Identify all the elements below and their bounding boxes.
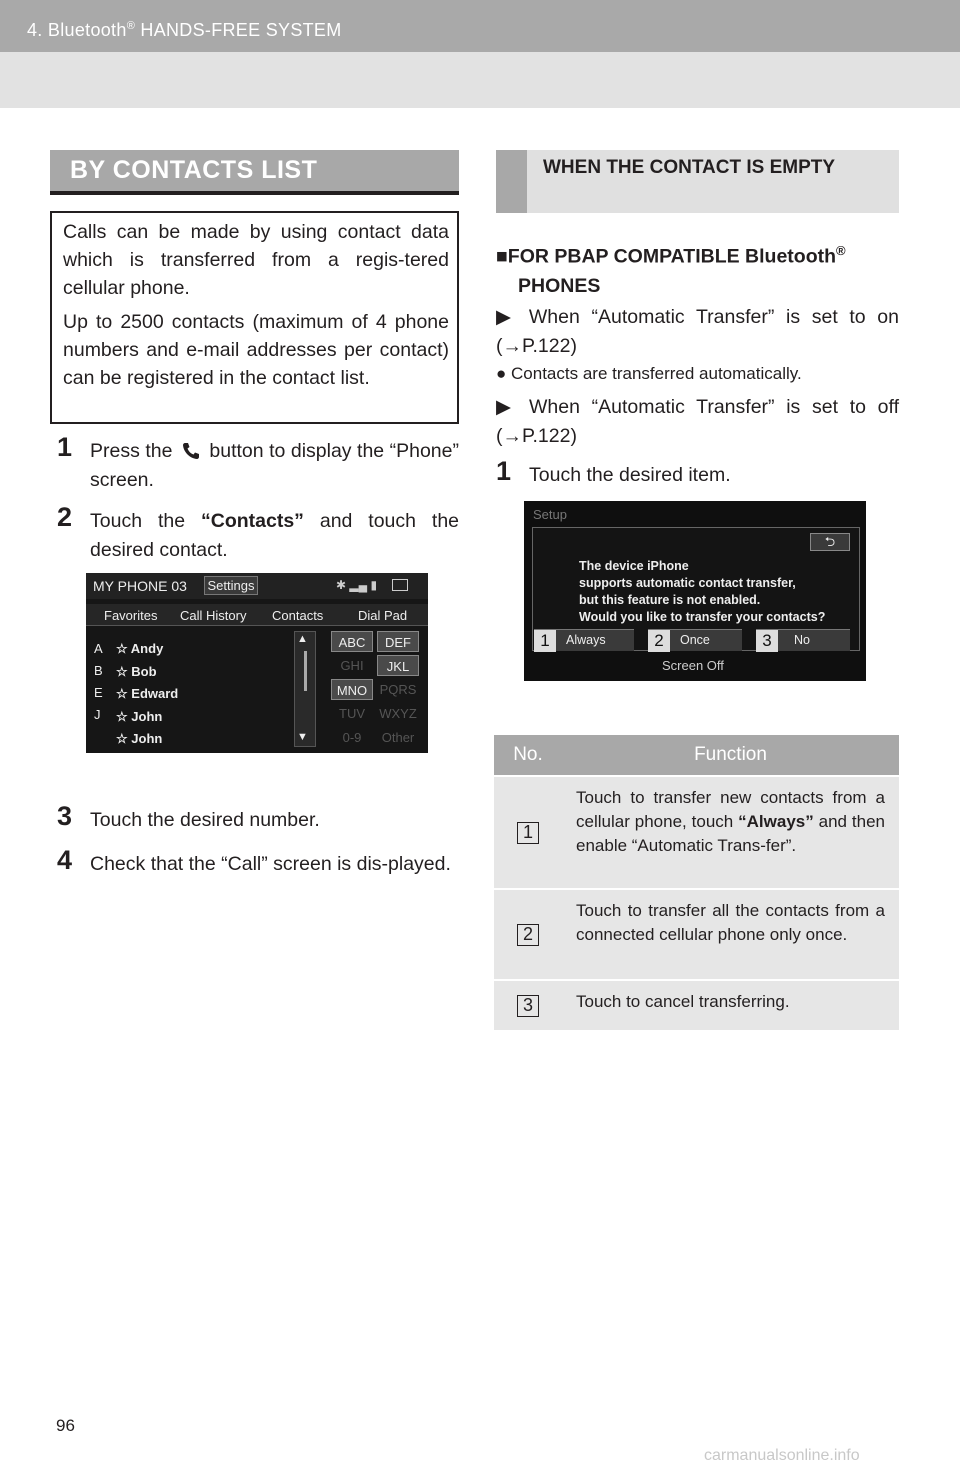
key-abc[interactable]: ABC: [331, 631, 373, 652]
key-0-9: 0-9: [342, 730, 362, 745]
section-title-contacts-list: BY CONTACTS LIST: [50, 150, 459, 195]
scroll-up-icon[interactable]: ▲: [297, 633, 308, 645]
step-4: 4 Check that the “Call” screen is dis-played.: [57, 845, 451, 875]
list-item[interactable]: ☆ Andy: [116, 641, 164, 656]
setup-screen-image: [524, 501, 866, 681]
number-box: 1: [517, 822, 539, 844]
settings-button[interactable]: Settings: [204, 576, 258, 595]
bullet-note: ● Contacts are transferred automatically.: [496, 364, 802, 383]
no-button[interactable]: 3 No: [756, 629, 850, 651]
key-other: Other: [381, 730, 415, 745]
key-jkl[interactable]: JKL: [377, 655, 419, 676]
key-pqrs: PQRS: [379, 682, 417, 697]
contact-list: [116, 638, 178, 751]
phone-name: MY PHONE 03: [93, 578, 187, 594]
step-3: 3 Touch the desired number.: [57, 801, 320, 831]
key-wxyz: WXYZ: [379, 706, 417, 721]
setup-message: The device iPhone supports automatic contact transfer, but this feature is not enabled. Would you like to transfer your contacts?: [579, 559, 826, 624]
intro-box: [50, 211, 459, 424]
square-bullet-icon: ■: [496, 245, 508, 268]
intro-paragraph-1: Calls can be made by using contact data which is transferred from a regis-tered cellular phone.: [63, 221, 449, 299]
condition-off: ▶ When “Automatic Transfer” is set to off (→P.122): [496, 396, 899, 447]
function-table: [494, 735, 899, 1030]
subsection-title: ■FOR PBAP COMPATIBLE Bluetooth® PHONES: [496, 243, 846, 297]
key-tuv: TUV: [339, 706, 365, 721]
tab-favorites[interactable]: Favorites: [104, 608, 158, 623]
table-row: 3 Touch to cancel transferring.: [494, 980, 899, 1030]
header-band: [0, 52, 960, 108]
scroll-thumb[interactable]: [304, 651, 307, 691]
step-1: 1 Press the button to display the “Phone” screen.: [57, 432, 459, 491]
list-item[interactable]: ☆ Edward: [116, 686, 179, 701]
condition-on: ▶ When “Automatic Transfer” is set to on (→P.122): [496, 306, 899, 357]
scroll-down-icon[interactable]: ▼: [297, 731, 308, 743]
key-mno[interactable]: MNO: [331, 679, 373, 700]
once-button[interactable]: 2 Once: [648, 629, 742, 651]
tab-contacts[interactable]: Contacts: [272, 608, 324, 623]
table-header-no: No.: [494, 735, 562, 776]
tab-dial-pad[interactable]: Dial Pad: [358, 608, 408, 623]
dot-bullet-icon: ●: [496, 364, 507, 383]
mail-icon: [392, 579, 408, 591]
table-row: 1 Touch to transfer new contacts from a cellular phone, touch “Always” and then enable “Automatic Trans-fer”.: [494, 776, 899, 889]
back-button[interactable]: ⮌: [810, 533, 850, 551]
right-step-1: 1 Touch the desired item.: [496, 456, 731, 486]
header-title: 4. Bluetooth® HANDS-FREE SYSTEM: [27, 20, 342, 40]
index-letters: A B E J: [94, 641, 103, 722]
watermark: carmanualsonline.info: [704, 1447, 860, 1464]
list-item[interactable]: ☆ John: [116, 731, 163, 746]
setup-title: Setup: [533, 507, 567, 522]
number-box: 3: [517, 995, 539, 1017]
arrow-bullet-icon: ▶: [496, 306, 518, 328]
table-row: 2 Touch to transfer all the contacts from a connected cellular phone only once.: [494, 889, 899, 980]
always-button[interactable]: 1 Always: [534, 629, 634, 651]
status-icons: ✱ ▂▄ ▮: [336, 578, 378, 592]
list-item[interactable]: ☆ Bob: [116, 663, 157, 679]
list-item[interactable]: ☆ John: [116, 708, 163, 724]
screen-off-button[interactable]: Screen Off: [662, 658, 724, 673]
number-box: 2: [517, 924, 539, 946]
tab-call-history[interactable]: Call History: [180, 608, 247, 623]
section-title-empty-contact: WHEN THE CONTACT IS EMPTY: [496, 150, 899, 213]
contacts-screen-image: [86, 573, 428, 753]
step-2: 2 Touch the “Contacts” and touch the desired contact.: [57, 502, 460, 561]
intro-paragraph-2: Up to 2500 contacts (maximum of 4 phone numbers and e-mail addresses per contact) can be registered in the contact list.: [63, 311, 449, 389]
page-number: 96: [56, 1416, 75, 1435]
phone-icon: [178, 441, 204, 463]
key-def[interactable]: DEF: [377, 631, 419, 652]
table-header-function: Function: [562, 735, 899, 776]
key-ghi: GHI: [340, 658, 364, 673]
arrow-bullet-icon: ▶: [496, 396, 518, 418]
